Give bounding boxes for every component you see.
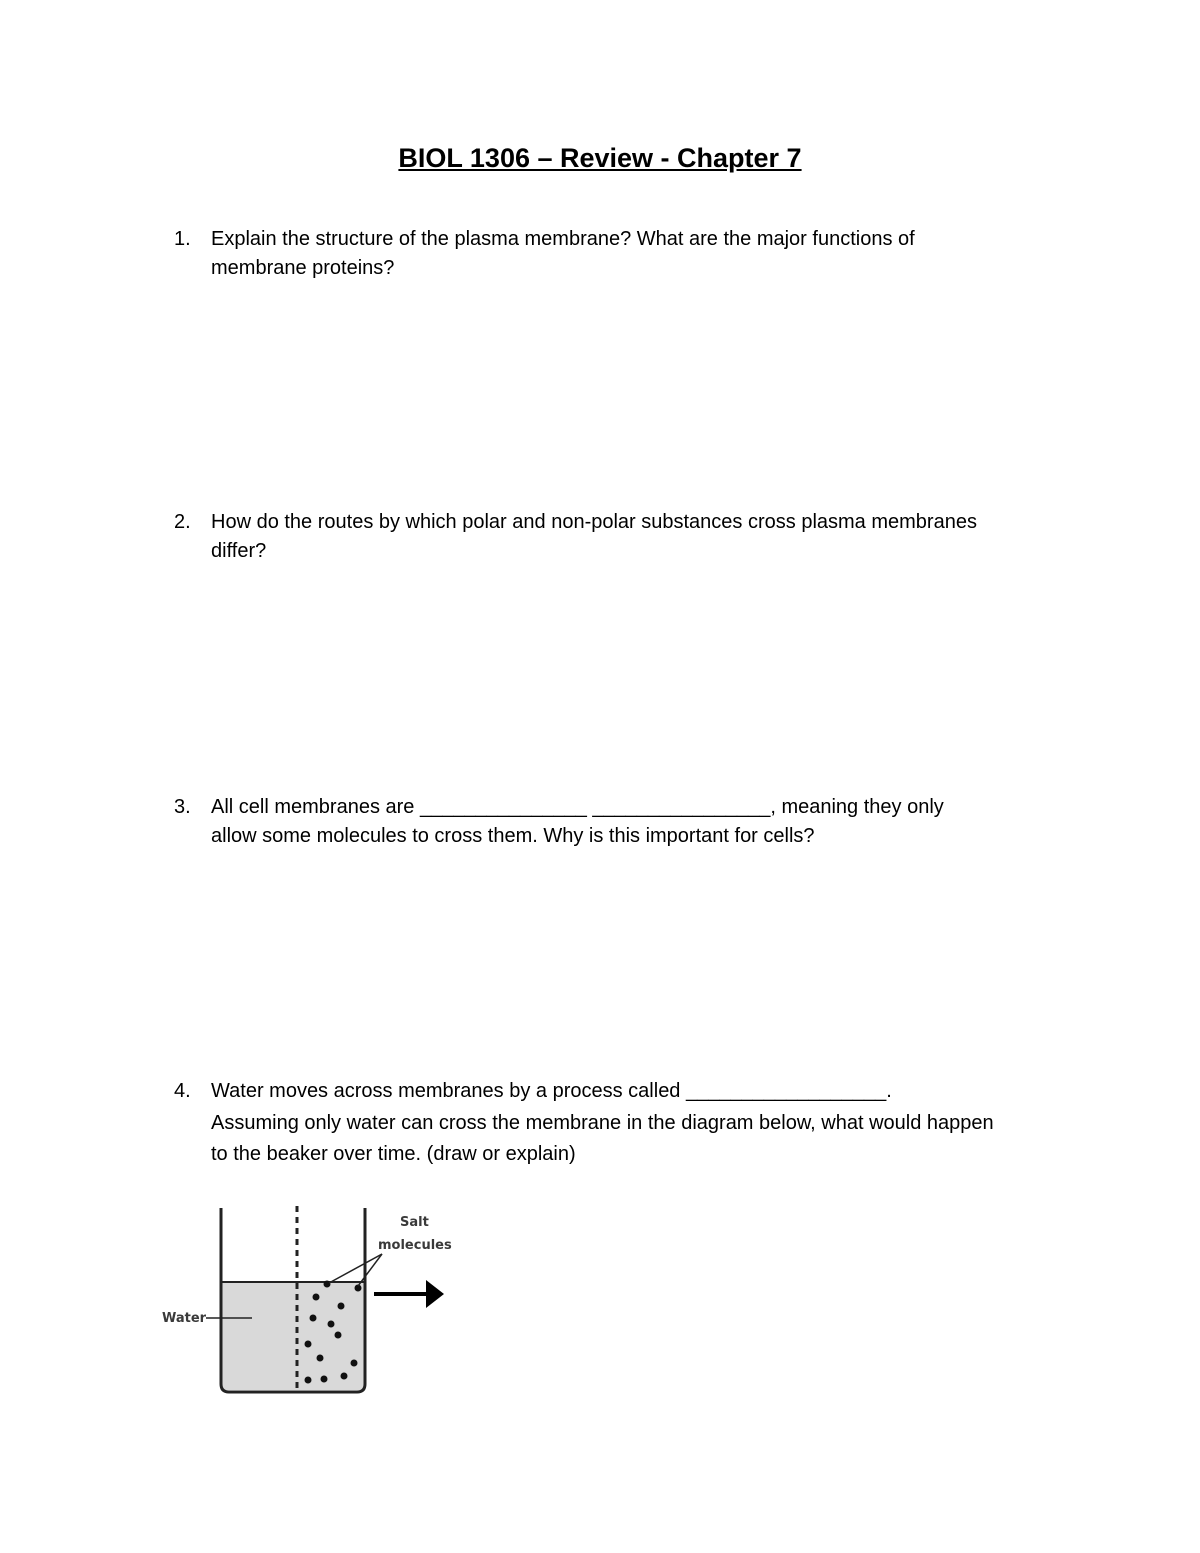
arrow-head xyxy=(426,1280,444,1308)
question-4-text xyxy=(211,1076,1071,1171)
question-1-line-1: Explain the structure of the plasma membrane? What are the major functions of xyxy=(211,228,915,250)
question-4-line-1: Water moves across membranes by a process called __________________. xyxy=(211,1080,892,1102)
salt-pointer-line-2 xyxy=(358,1254,382,1286)
question-3-text xyxy=(211,793,1071,851)
salt-label-line-2: molecules xyxy=(378,1238,452,1253)
question-3-number: 3. xyxy=(174,796,191,818)
question-1-text xyxy=(211,225,1071,283)
question-2-line-1: How do the routes by which polar and non-polar substances cross plasma membranes xyxy=(211,511,977,533)
question-2-text xyxy=(211,508,1071,566)
page-title: BIOL 1306 – Review - Chapter 7 xyxy=(398,143,802,173)
question-1-number: 1. xyxy=(174,228,191,250)
water-label: Water xyxy=(162,1311,207,1326)
beaker-illustration xyxy=(150,1198,460,1400)
question-4-line-3: to the beaker over time. (draw or explain) xyxy=(211,1143,576,1165)
question-1-line-2: membrane proteins? xyxy=(211,257,395,279)
salt-pointer-line-1 xyxy=(329,1254,382,1283)
question-4-number: 4. xyxy=(174,1080,191,1102)
osmosis-beaker-diagram xyxy=(150,1198,460,1400)
question-2-line-2: differ? xyxy=(211,540,267,562)
question-4-line-2: Assuming only water can cross the membrane in the diagram below, what would happen xyxy=(211,1111,994,1134)
salt-label-line-1: Salt xyxy=(400,1215,429,1230)
question-2-number: 2. xyxy=(174,511,191,533)
question-3-line-2: allow some molecules to cross them. Why is this important for cells? xyxy=(211,825,815,847)
question-3-line-1: All cell membranes are _______________ ________________, meaning they only xyxy=(211,796,944,818)
